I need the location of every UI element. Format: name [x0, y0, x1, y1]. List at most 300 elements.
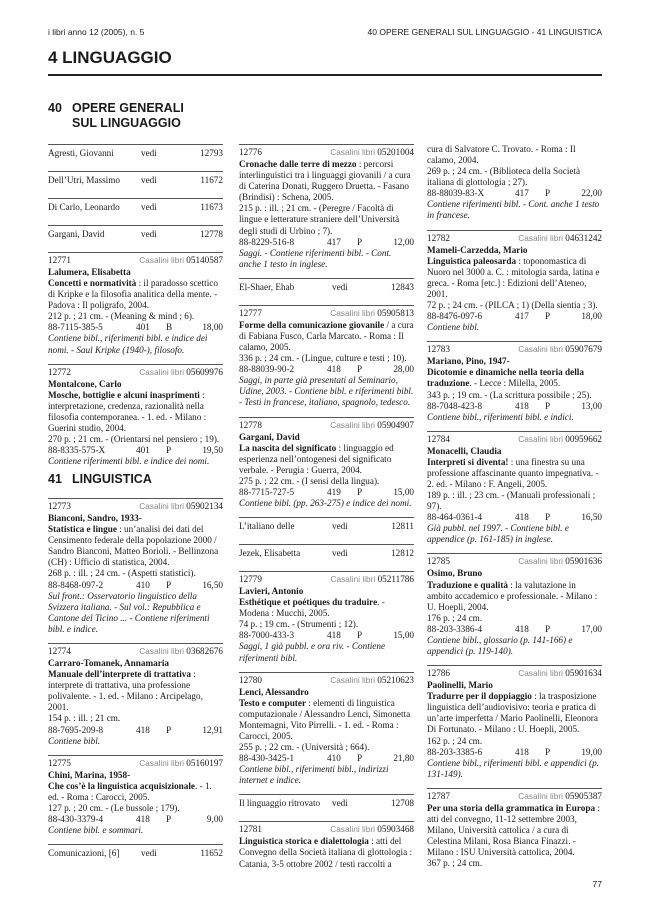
entry-note: Contiene bibl., glossario (p. 141-166) e appendici (p. 119-140).: [427, 634, 573, 656]
entry-author: Bianconi, Sandro, 1933-: [48, 513, 142, 523]
bibliographic-entry: [48, 252, 223, 356]
isbn-row: [48, 580, 223, 591]
casalini-number: 05902134: [186, 501, 223, 511]
isbn-row: [48, 445, 223, 456]
chapter-rule: [48, 74, 602, 76]
entry-number: 12776: [239, 147, 262, 157]
entry-note: Saggi. - Contiene riferimenti bibl. - Cont. anche 1 testo in inglese.: [239, 247, 392, 269]
entry-author: Mameli-Carzedda, Mario: [427, 244, 528, 255]
price: 15,00: [393, 630, 414, 641]
casalini-ref: [330, 308, 414, 319]
format-letter: P: [545, 311, 551, 322]
entry-title: Linguistica storica e dialettologia: [239, 836, 369, 847]
format-letter: P: [545, 512, 551, 523]
xref-name: Dell’Utri, Massimo: [48, 175, 120, 185]
bibliographic-entry: [427, 553, 602, 657]
cross-reference: [239, 517, 414, 539]
entry-note: Contiene bibl., riferimenti bibl. e indice dei nomi. - Saul Kripke (1940-), filosofo.: [48, 333, 208, 355]
price: 16,50: [581, 512, 602, 523]
xref-page: 12778: [200, 229, 223, 239]
bibliographic-entry: [48, 498, 223, 635]
entry-number: 12773: [48, 501, 71, 511]
entry-title: Traduzione e qualità: [427, 579, 508, 590]
casalini-ref: [330, 675, 414, 686]
price: 18,00: [581, 311, 602, 322]
isbn-row: [427, 747, 602, 758]
xref-name: Jezek, Elisabetta: [239, 548, 301, 559]
entry-note: Saggi, in parte già presentati al Seminario, Udine, 2003. - Contiene bibl. e riferimenti bibl. - Testi in francese, italiano, spagnolo, tedesco.: [239, 375, 414, 408]
casalini-number: 05901634: [565, 668, 602, 679]
entry-number: 12781: [239, 824, 262, 835]
section-range: 40 OPERE GENERALI SUL LINGUAGGIO - 41 LINGUISTICA: [367, 27, 602, 37]
xref-name: El-Shaer, Ehab: [239, 281, 295, 292]
running-header: [48, 27, 602, 41]
casalini-ref: [139, 501, 223, 512]
entry-title: Per una storia della grammatica in Europa: [427, 802, 596, 813]
casalini-label: Casalini libri: [139, 366, 184, 377]
column-3: [427, 144, 602, 877]
section-heading-40: [48, 101, 218, 131]
entry-physical: 215 p. : ill. ; 21 cm. - (Peregre / Facoltà di lingue e letterature straniere dell’Università degli studi di Urbino ; 7).: [239, 203, 400, 236]
entry-body: cura di Salvatore C. Trovato. - Roma : Il calamo, 2004.: [427, 144, 576, 166]
casalini-number: 05160197: [186, 757, 223, 768]
entry-physical: 275 p. ; 22 cm. - (I sensi della lingua).: [239, 475, 380, 486]
entry-note: Già pubbl. nel 1997. - Contiene bibl. e appendice (p. 161-185) in inglese.: [427, 523, 569, 545]
entry-physical: 268 p. : ill. ; 24 cm. - (Aspetti statistici).: [48, 568, 196, 579]
entry-description: [239, 443, 414, 476]
entry-meta: [427, 344, 602, 356]
entry-description: [427, 144, 602, 166]
isbn-row: [239, 364, 414, 375]
isbn-row: [239, 487, 414, 498]
entry-title: Manuale dell’interprete di trattativa: [48, 669, 191, 680]
entry-meta: [48, 501, 223, 513]
entry-physical: 127 p. ; 20 cm. - (Le bussole ; 179).: [48, 802, 180, 813]
casalini-ref: [518, 344, 602, 355]
entry-number: 12771: [48, 255, 71, 265]
entry-note: Contiene bibl., riferimenti bibl., indirizzi internet e indice.: [239, 764, 389, 786]
xref-vedi: vedi: [141, 202, 157, 212]
class-code: 418: [327, 630, 341, 641]
xref-vedi: vedi: [332, 798, 348, 809]
isbn: 88-430-3379-4: [48, 813, 104, 824]
entry-note: Contiene bibl. (pp. 263-275) e indice dei nomi.: [239, 497, 412, 508]
entry-body: : toponomastica di Nuoro nel 3000 a. C. : mitologia sarda, latina e greca. - Roma [etc.] : Edizioni dell’Ateneo, 2001.: [427, 255, 600, 299]
isbn-row: [48, 725, 223, 736]
section-number: 40: [48, 101, 62, 115]
entry-meta: [427, 233, 602, 245]
cross-reference: [239, 278, 414, 300]
section-title: OPERE GENERALI SUL LINGUAGGIO: [72, 101, 184, 130]
entry-description: [427, 803, 602, 858]
format-letter: P: [545, 746, 551, 757]
entry-physical: 343 p. ; 19 cm. - (La scrittura possibile ; 25).: [427, 389, 592, 400]
isbn: 88-7115-385-5: [48, 322, 103, 333]
price: 12,00: [393, 236, 414, 247]
entry-number: 12775: [48, 757, 71, 768]
entry-physical: 336 p. ; 24 cm. - (Lingue, culture e testi ; 10).: [239, 353, 407, 364]
entry-number: 12777: [239, 307, 262, 318]
bibliographic-entry: [239, 305, 414, 409]
entry-title: Concetti e normatività: [48, 278, 137, 289]
casalini-label: Casalini libri: [139, 757, 184, 768]
entry-body: : interpretazione, credenza, razionalità nella filosofia contemporanea. - 1. ed. - Milano : Guerini studio, 2004.: [48, 389, 207, 434]
column-2: [239, 144, 414, 878]
xref-vedi: vedi: [141, 229, 157, 239]
casalini-number: 05903468: [377, 824, 414, 835]
entry-body: . - Lecce : Milella, 2005.: [469, 378, 561, 389]
entry-physical: 72 p. ; 24 cm. - (PILCA ; 1) (Della sientia ; 3).: [427, 300, 598, 311]
entry-title: Tradurre per il doppiaggio: [427, 691, 532, 702]
cross-reference: [48, 225, 223, 247]
xref-name: Agresti, Giovanni: [48, 148, 114, 158]
xref-name: Comunicazioni, [6]: [48, 848, 120, 859]
casalini-label: Casalini libri: [330, 307, 375, 318]
xref-page: 12811: [391, 521, 414, 532]
entry-note: Sul front.: Osservatorio linguistico della Svizzera italiana. - Sul vol.: Repubblica e Cantone del Ticino ... - Contiene riferimenti bibl. e indice.: [48, 590, 210, 634]
entry-title: La nascita del significato: [239, 442, 337, 453]
bibliographic-entry: [48, 755, 223, 836]
casalini-label: Casalini libri: [139, 645, 184, 656]
casalini-label: Casalini libri: [518, 790, 563, 801]
class-code: 417: [327, 236, 341, 247]
price: 16,50: [202, 579, 223, 590]
entry-meta: [427, 434, 602, 446]
isbn-row: [427, 512, 602, 523]
casalini-number: 05201004: [377, 147, 414, 157]
isbn: 88-8476-097-6: [427, 311, 483, 322]
class-code: 418: [515, 400, 529, 411]
isbn-row: [48, 814, 223, 825]
bibliographic-entry: [239, 417, 414, 510]
entry-body: . - Modena : Mucchi, 2005.: [239, 597, 385, 619]
casalini-label: Casalini libri: [518, 344, 563, 355]
casalini-label: Casalini libri: [330, 824, 375, 835]
entry-number: 12779: [239, 574, 262, 585]
format-letter: P: [166, 579, 172, 590]
entry-number: 12782: [427, 232, 450, 243]
isbn: 88-430-3425-1: [239, 753, 295, 764]
entry-number: 12780: [239, 674, 262, 685]
entry-title: Forme della comunicazione giovanile: [239, 319, 385, 330]
entry-body: : il paradosso scettico di Kripke e la filosofia analitica della mente. - Padova : Il poligrafo, 2004.: [48, 278, 218, 311]
price: 9,00: [206, 813, 223, 824]
casalini-ref: [330, 420, 414, 431]
isbn: 88-7695-209-8: [48, 724, 104, 735]
class-code: 418: [327, 364, 341, 375]
format-letter: P: [357, 364, 363, 375]
casalini-label: Casalini libri: [330, 419, 375, 430]
isbn-row: [427, 311, 602, 322]
casalini-ref: [139, 367, 223, 378]
price: 28,00: [393, 364, 414, 375]
entry-body: / a cura di Fabiana Fusco, Carla Marcato. - Roma : Il calamo, 2005.: [239, 319, 414, 353]
entry-description: [48, 278, 223, 311]
bibliographic-entry: [239, 821, 414, 869]
format-letter: P: [545, 188, 551, 199]
format-letter: P: [545, 400, 551, 411]
xref-name: Il linguaggio ritrovato: [239, 798, 321, 809]
casalini-number: 05905813: [377, 307, 414, 318]
casalini-ref: [331, 574, 414, 585]
format-letter: P: [166, 813, 172, 824]
entry-number: 12783: [427, 344, 450, 355]
section-title: LINGUISTICA: [72, 472, 152, 486]
page-number: 77: [592, 879, 602, 889]
entry-description: [427, 691, 602, 735]
price: 22,00: [581, 188, 602, 199]
entry-number: 12784: [427, 433, 450, 444]
casalini-number: 04631242: [565, 232, 602, 243]
entry-physical: 176 p. ; 24 cm.: [427, 612, 483, 623]
isbn-row: [239, 753, 414, 764]
entry-title: Cronache dalle terre di mezzo: [239, 159, 357, 169]
casalini-label: Casalini libri: [330, 147, 375, 157]
entry-author: Chini, Marina, 1958-: [48, 769, 131, 780]
entry-meta: [427, 556, 602, 568]
casalini-label: Casalini libri: [518, 668, 563, 679]
entry-meta: [239, 147, 414, 159]
entry-body: : percorsi interlinguistici tra i linguaggi giovanili / a cura di Caterina Donati, Ruggero Druetta. - Fasano (Brindisi) : Schena, 2005.: [239, 159, 411, 203]
price: 12,91: [202, 724, 223, 735]
isbn-row: [239, 630, 414, 641]
entry-body: : la trasposizione linguistica dell’audiovisivo: teoria e pratica di un’arte imperfetta / Mario Paolinelli, Eleonora Di Fortunato. - Milano : U. Hoepli, 2005.: [427, 691, 598, 735]
casalini-number: 00959662: [565, 433, 602, 444]
xref-name: Gargani, David: [48, 229, 105, 239]
casalini-number: 05140587: [186, 255, 223, 265]
entry-physical: 269 p. ; 24 cm. - (Biblioteca della Società italiana di glottologia ; 27).: [427, 166, 581, 188]
entry-number: 12785: [427, 556, 450, 567]
entry-number: 12778: [239, 419, 262, 430]
xref-vedi: vedi: [332, 521, 348, 532]
entry-title: Mosche, bottiglie e alcuni inasprimenti: [48, 389, 200, 400]
entry-meta: [239, 574, 414, 586]
entry-title: Esthétique et poétiques du traduire: [239, 597, 378, 608]
isbn-row: [427, 624, 602, 635]
entry-body: . - 1. ed. - Roma : Carocci, 2005.: [48, 780, 212, 802]
entry-meta: [427, 668, 602, 680]
entry-description: [48, 669, 223, 713]
cross-reference: [239, 544, 414, 566]
isbn: 88-88039-83-X: [427, 188, 485, 199]
price: 13,00: [581, 400, 602, 411]
entry-description: [239, 320, 414, 353]
entry-body: : elementi di linguistica computazionale / Alessandro Lenci, Simonetta Montemagni, Vito Pirrelli. - 1. ed. - Roma : Carocci, 2005.: [239, 697, 411, 741]
journal-info: i libri anno 12 (2005), n. 5: [48, 27, 145, 37]
isbn: 88-88039-90-2: [239, 364, 295, 375]
entry-description: [239, 159, 414, 203]
entry-body: : la valutazione in ambito accademico e professionale. - Milano : U. Hoepli, 2004.: [427, 579, 598, 612]
casalini-ref: [330, 824, 414, 835]
isbn: 88-464-0361-4: [427, 512, 483, 523]
entry-meta: [239, 308, 414, 320]
isbn-row: [239, 237, 414, 248]
entry-author: Carraro-Tomanek, Annamaria: [48, 657, 169, 668]
isbn: 88-7048-423-8: [427, 400, 483, 411]
format-letter: P: [357, 630, 363, 641]
price: 18,00: [202, 322, 223, 333]
isbn-row: [48, 322, 223, 333]
casalini-label: Casalini libri: [518, 433, 563, 444]
entry-physical: 212 p. ; 21 cm. - (Meaning & mind ; 6).: [48, 311, 195, 322]
xref-page: 12793: [200, 148, 223, 158]
entry-physical: 154 p. : ill. ; 21 cm.: [48, 713, 121, 724]
entry-title: Dicotomie e dinamiche nella teoria della traduzione: [427, 367, 584, 389]
isbn: 88-8335-575-X: [48, 445, 106, 456]
class-code: 410: [136, 579, 150, 590]
entry-number: 12772: [48, 366, 71, 377]
entry-number: 12787: [427, 790, 450, 801]
column-1-lower: [48, 498, 223, 871]
bibliographic-entry: [427, 230, 602, 334]
casalini-ref: [139, 758, 223, 769]
format-letter: P: [357, 486, 363, 497]
bibliographic-entry: [427, 788, 602, 870]
format-letter: P: [545, 623, 551, 634]
entry-description: [427, 367, 602, 389]
cross-reference: [48, 144, 223, 166]
class-code: 417: [515, 188, 529, 199]
price: 19,50: [202, 445, 223, 456]
entry-physical: 255 p. ; 22 cm. - (Università ; 664).: [239, 742, 370, 753]
xref-vedi: vedi: [141, 175, 157, 185]
entry-title: Interpreti si diventa!: [427, 456, 509, 467]
cross-reference: [48, 198, 223, 220]
xref-vedi: vedi: [332, 281, 348, 292]
entry-body: : atti del Convegno della Società italiana di glottologia : Catania, 3-5 ottobre 2002 / testi raccolti a: [239, 836, 412, 869]
casalini-ref: [518, 434, 602, 445]
entry-note: Contiene bibl.: [427, 322, 480, 333]
xref-page: 12843: [391, 281, 414, 292]
entry-meta: [48, 255, 223, 267]
class-code: 401: [136, 322, 150, 333]
entry-body: : atti del convegno, 11-12 settembre 2003, Milano, Università cattolica / a cura di Celestina Milani, Rosa Bianca Finazzi. - Milano : ISU Università cattolica, 2004.: [427, 802, 600, 858]
section-heading-41: [48, 472, 152, 487]
entry-title: Linguistica paleosarda: [427, 255, 517, 266]
entry-note: Contiene bibl., riferimenti bibl. e appendici (p. 131-149).: [427, 757, 599, 779]
entry-number: 12786: [427, 668, 450, 679]
entry-note: Contiene bibl.: [48, 735, 101, 746]
casalini-label: Casalini libri: [139, 501, 184, 511]
class-code: 418: [515, 746, 529, 757]
casalini-label: Casalini libri: [139, 255, 184, 265]
price: 19,00: [581, 746, 602, 757]
entry-meta: [239, 420, 414, 432]
entry-body: : linguaggio ed esperienza nell’ontogenesi del significato verbale. - Perugia : Guerra, 2004.: [239, 442, 394, 475]
entry-author: Monacelli, Claudia: [427, 445, 502, 456]
entry-meta: [48, 367, 223, 379]
entry-physical: 189 p. : ill. ; 23 cm. - (Manuali professionali ; 97).: [427, 490, 596, 512]
entry-note: Contiene bibl., riferimenti bibl. e indici.: [427, 411, 574, 422]
bibliographic-entry: [48, 643, 223, 747]
entry-author: Montalcone, Carlo: [48, 378, 122, 389]
casalini-ref: [518, 233, 602, 244]
casalini-number: 05904907: [377, 419, 414, 430]
bibliographic-entry: [48, 364, 223, 468]
casalini-ref: [518, 791, 602, 802]
format-letter: P: [357, 753, 363, 764]
class-code: 410: [327, 753, 341, 764]
chapter-title: 4 LINGUAGGIO: [48, 48, 172, 67]
section-number: 41: [48, 472, 62, 486]
cross-reference: [48, 844, 223, 866]
entry-note: Saggi, 1 già pubbl. e ora riv. - Contiene riferimenti bibl.: [239, 641, 386, 663]
entry-physical: 74 p. ; 19 cm. - (Strumenti ; 12).: [239, 619, 359, 630]
class-code: 418: [515, 512, 529, 523]
xref-page: 11672: [200, 175, 223, 185]
class-code: 401: [136, 445, 150, 456]
class-code: 418: [136, 724, 150, 735]
entry-title: Statistica e lingue: [48, 524, 117, 535]
entry-description: [239, 698, 414, 742]
entry-description: [427, 457, 602, 490]
class-code: 419: [327, 486, 341, 497]
price: 17,00: [581, 623, 602, 634]
entry-note: Contiene bibl. e sommari.: [48, 824, 144, 835]
xref-page: 12812: [391, 548, 414, 559]
entry-meta: [427, 791, 602, 803]
entry-note: Contiene riferimenti bibl. - Cont. anche 1 testo in francese.: [427, 199, 600, 221]
bibliographic-entry: [427, 431, 602, 546]
casalini-label: Casalini libri: [518, 232, 563, 243]
isbn: 88-7000-433-3: [239, 630, 295, 641]
bibliographic-entry: [239, 672, 414, 787]
entry-meta: [239, 824, 414, 836]
price: 15,00: [393, 486, 414, 497]
casalini-label: Casalini libri: [330, 574, 376, 585]
casalini-ref: [139, 646, 223, 657]
isbn-row: [427, 188, 602, 199]
entry-author: Lavieri, Antonio: [239, 586, 304, 597]
xref-name: L’italiano delle: [239, 521, 295, 532]
bibliographic-entry: [427, 341, 602, 422]
casalini-ref: [518, 668, 602, 679]
casalini-ref: [139, 255, 223, 266]
xref-vedi: vedi: [332, 548, 348, 559]
casalini-ref: [518, 556, 602, 567]
entry-description: [239, 836, 414, 869]
xref-page: 12708: [391, 798, 414, 809]
entry-description: [48, 390, 223, 434]
casalini-label: Casalini libri: [330, 674, 375, 685]
entry-title: Che cos’è la linguistica acquisizionale: [48, 780, 195, 791]
isbn-row: [427, 401, 602, 412]
entry-author: Osimo, Bruno: [427, 568, 483, 579]
entry-body: : una finestra su una professione affascinante quanto impegnativa. - 2. ed. - Milano : F. Angeli, 2005.: [427, 456, 599, 489]
casalini-number: 03682676: [186, 645, 223, 656]
entry-description: [48, 781, 223, 803]
entry-author: Lalumera, Elisabetta: [48, 267, 131, 277]
format-letter: P: [166, 724, 172, 735]
entry-physical: 270 p. ; 21 cm. - (Orientarsi nel pensiero ; 19).: [48, 434, 220, 445]
entry-continued: [427, 144, 602, 222]
entry-author: Paolinelli, Mario: [427, 680, 493, 691]
class-code: 417: [515, 311, 529, 322]
entry-author: Mariano, Pino, 1947-: [427, 356, 510, 367]
isbn: 88-203-3386-4: [427, 623, 483, 634]
format-letter: P: [166, 445, 172, 456]
casalini-number: 05609976: [186, 366, 223, 377]
entry-note: Contiene riferimenti bibl. e indice dei nomi.: [48, 456, 210, 467]
casalini-number: 05907679: [565, 344, 602, 355]
bibliographic-entry: [239, 144, 414, 270]
entry-author: Lenci, Alessandro: [239, 686, 309, 697]
entry-meta: [48, 758, 223, 770]
entry-author: Gargani, David: [239, 431, 300, 442]
xref-page: 11652: [200, 848, 223, 859]
cross-reference: [239, 794, 414, 816]
column-1: [48, 144, 223, 475]
